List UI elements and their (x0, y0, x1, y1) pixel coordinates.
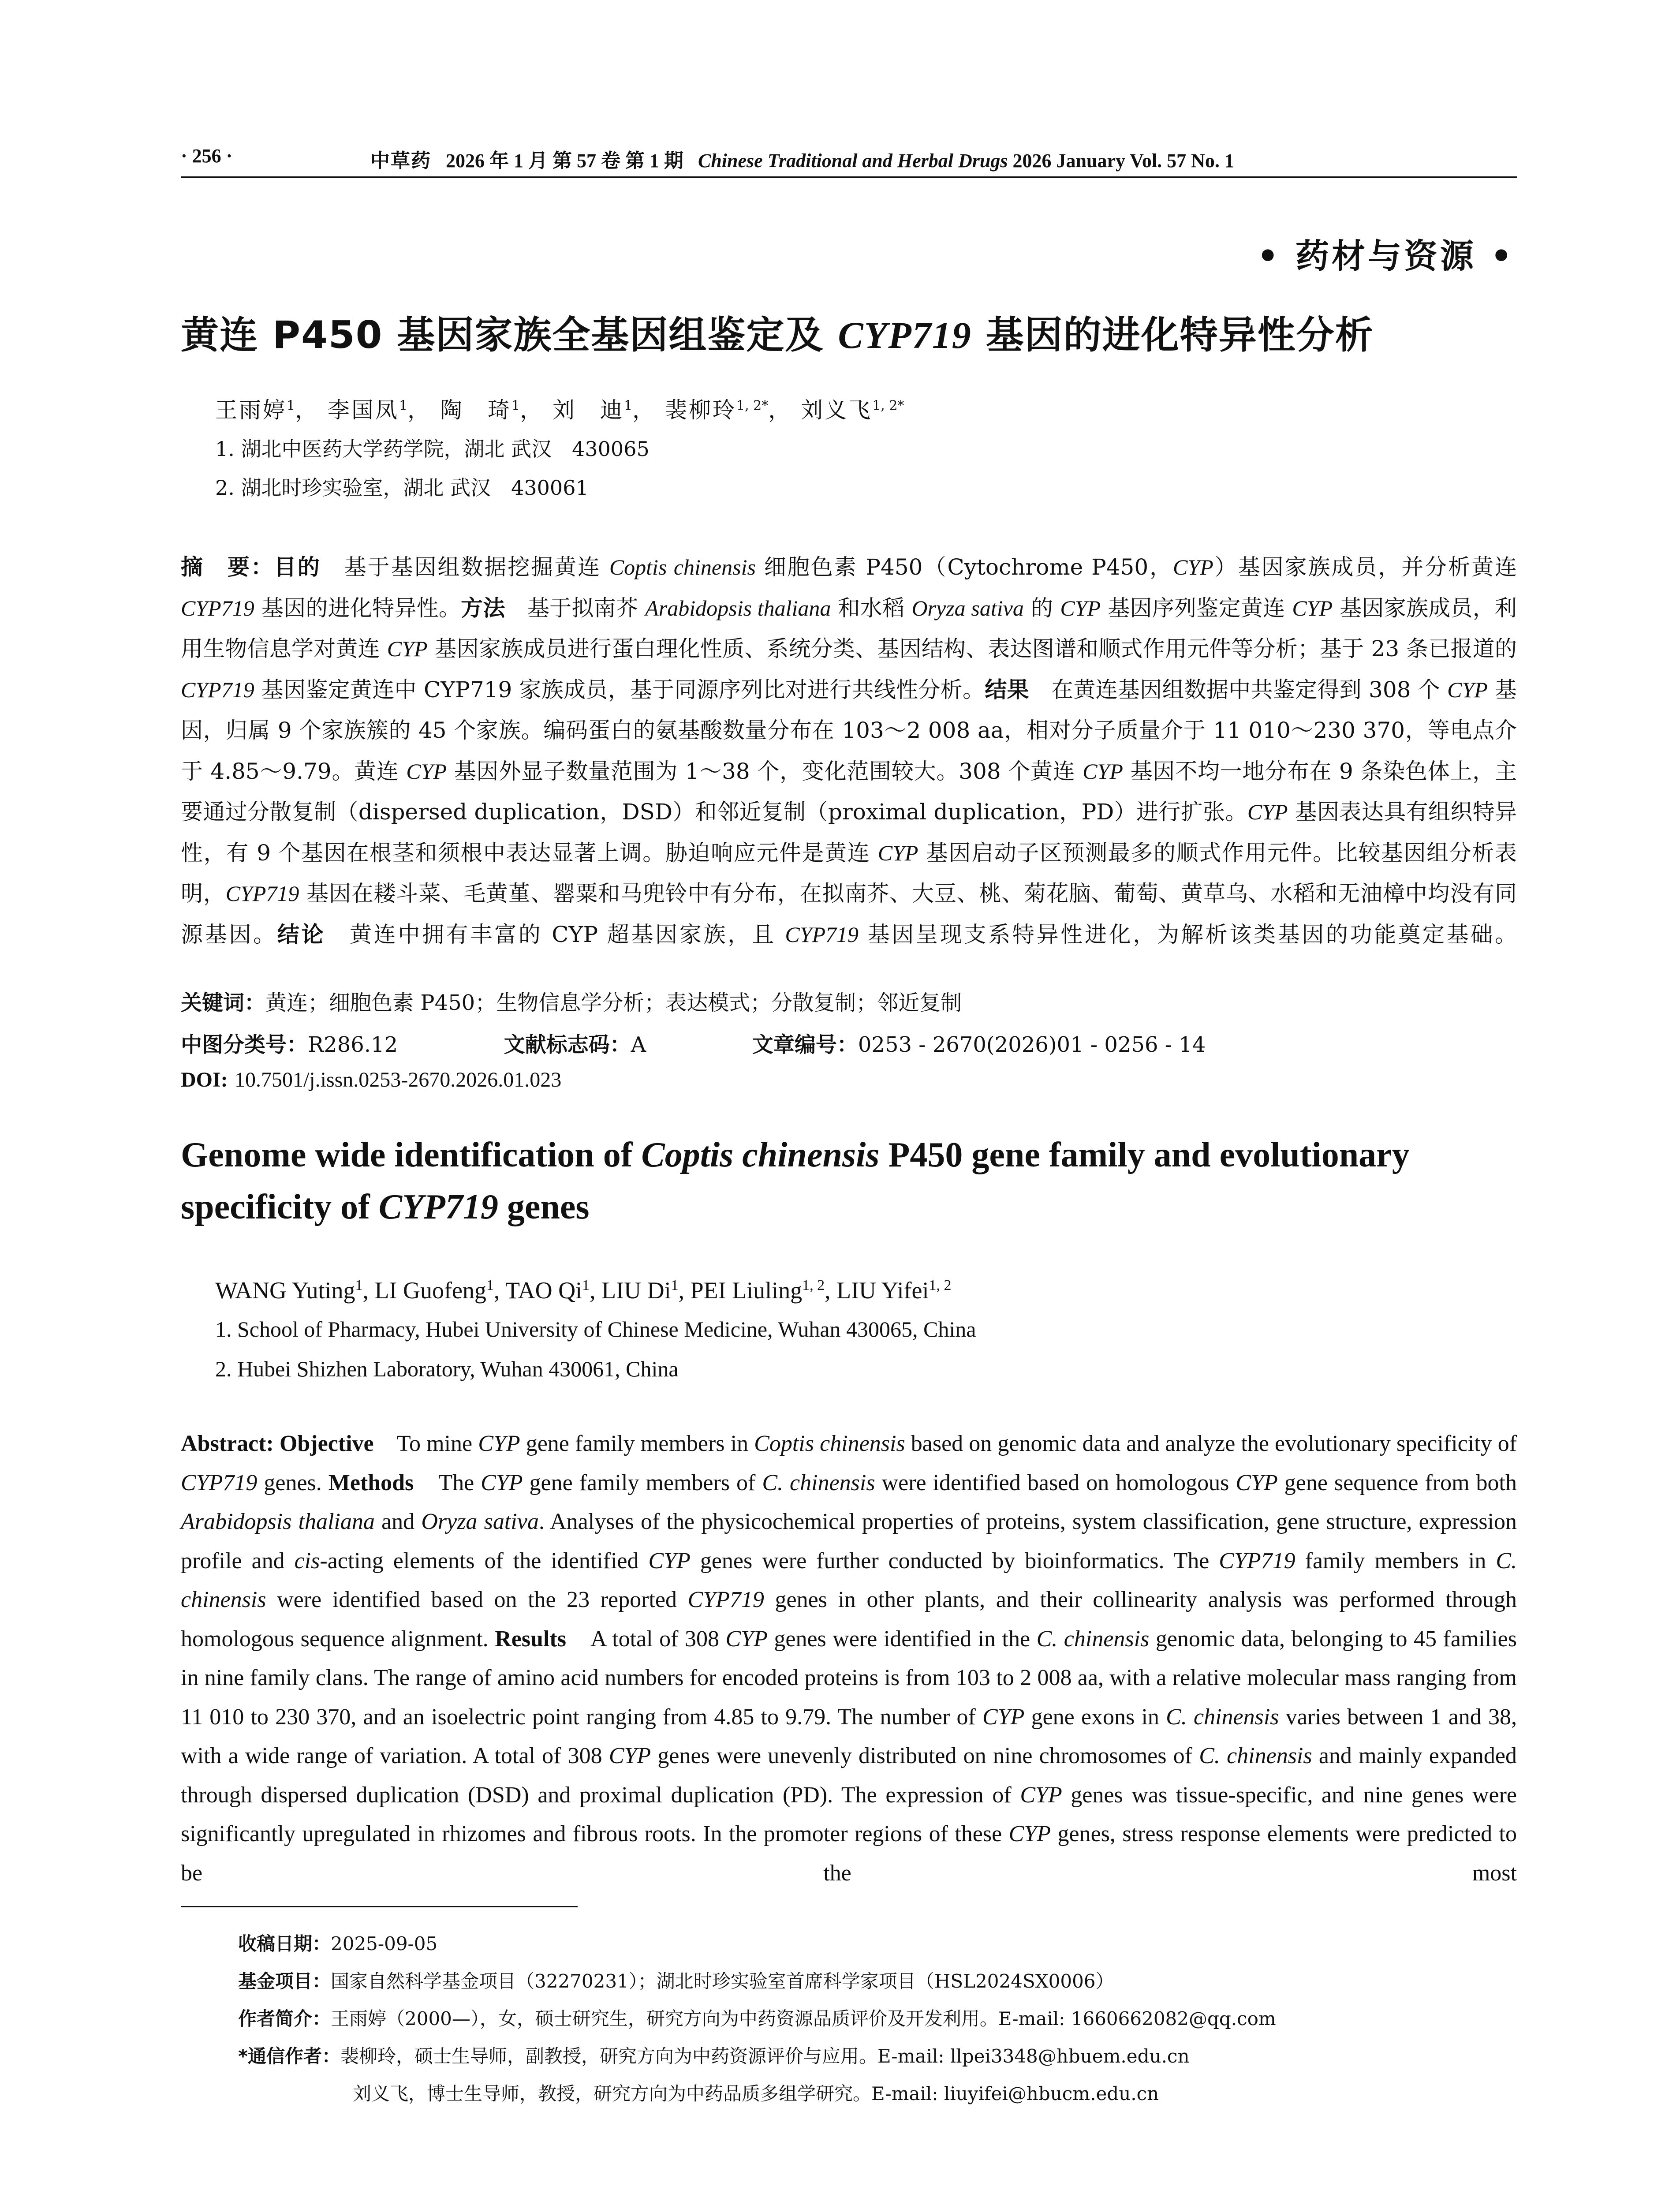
clc-value: R286.12 (308, 1032, 398, 1057)
author-en (836, 1277, 951, 1304)
species-name: C. chinensis (1036, 1626, 1150, 1652)
species-name: C. chinensis (762, 1470, 875, 1495)
corresponding-1: 裴柳玲，硕士生导师，副教授，研究方向为中药资源评价与应用。E-mail: llpei3348@hbuem.edu.cn (340, 2045, 1190, 2067)
author-sup: 1, 2 (929, 1277, 952, 1293)
text-run: . Analyses of the physicochemical properties of proteins, system classification, gene structure, expression profile and (181, 1509, 1517, 1573)
text-run: 基因鉴定黄连中 CYP719 家族成员，基于同源序列比对进行共线性分析。 (254, 676, 985, 703)
gene-name: CYP719 (785, 922, 859, 947)
affiliation-en-1: 1. School of Pharmacy, Hubei University of Chinese Medicine, Wuhan 430065, China (215, 1317, 976, 1342)
species-name: Coptis chinensis (754, 1431, 905, 1456)
gene-name: CYP (1060, 595, 1101, 620)
gene-name: CYP719 (1219, 1548, 1295, 1573)
abstract-cn (181, 547, 1517, 955)
gene-name: CYP (1020, 1782, 1062, 1808)
italic-term: cis (294, 1548, 320, 1573)
results-label-en: Results (495, 1626, 566, 1652)
running-header (181, 142, 1517, 172)
affiliation-cn-2: 2. 湖北时珍实验室，湖北 武汉 430061 (215, 476, 589, 500)
journal-header-center (370, 145, 1234, 173)
footnote-rule (181, 1906, 578, 1907)
author-name: 刘义飞 (801, 397, 873, 423)
text-run: and (374, 1509, 422, 1534)
issue-en: 2026 January Vol. 57 No. 1 (1012, 150, 1234, 172)
species-name: C. chinensis (1199, 1743, 1312, 1768)
text-run: 基因的进化特异性。 (254, 595, 461, 621)
abstract-cn-label: 摘 要： (181, 554, 274, 580)
author-sup: 1 (624, 398, 633, 414)
author-en: TAO Qi$^1$, (505, 1277, 602, 1304)
article-title-en (181, 1129, 1530, 1233)
methods-label-cn: 方法 (461, 595, 505, 621)
footnote-bio (238, 2004, 1276, 2031)
text-run: gene family members of (523, 1470, 762, 1495)
text-run: genes were unevenly distributed on nine chromosomes of (651, 1743, 1199, 1768)
text-run: 细胞色素 P450（Cytochrome P450， (755, 554, 1173, 580)
text-run: ）基因家族成员，并分析黄连 (1213, 554, 1517, 580)
author-en: WANG Yuting$^1$, (215, 1277, 375, 1304)
author-cn: 陶 琦$^1$， (440, 397, 544, 423)
text-run: 基因家族成员，利用生物信息学对黄连 (181, 595, 1517, 662)
author-name: LIU Di (601, 1277, 671, 1304)
species-name: Arabidopsis thaliana (645, 595, 831, 620)
author-sup: 1 (582, 1277, 590, 1293)
classification-line (181, 1028, 1206, 1058)
author-en: PEI Liuling$^{1, 2}$, (690, 1277, 837, 1304)
text-run: genes. (257, 1470, 329, 1495)
text-run: genes in other plants, and their collinearity analysis was performed through homologous sequence alignment. (181, 1587, 1517, 1652)
doi-line (181, 1067, 561, 1092)
author-name: 刘 迪 (553, 397, 624, 423)
bio-label: 作者简介： (238, 2008, 331, 2029)
title-cn-part: 黄连 P450 基因家族全基因组鉴定及 (181, 313, 838, 357)
author-name: 裴柳玲 (665, 397, 736, 423)
keywords-label: 关键词： (181, 990, 266, 1015)
text-run: genes was tissue-specific, and nine genes were significantly upregulated in rhizomes and fibrous roots. In the promoter regions of these (181, 1782, 1517, 1846)
title-en-part: Genome wide identification of (181, 1136, 642, 1174)
doc-code-label: 文献标志码： (504, 1032, 631, 1057)
text-run: 基因表达具有组织特异性，有 9 个基因在根茎和须根中表达显著上调。胁迫响应元件是黄连 (181, 799, 1517, 866)
author-name: LIU Yifei (836, 1277, 929, 1304)
text-run: To mine (373, 1431, 478, 1456)
gene-name: CYP (1247, 800, 1288, 824)
author-name: LI Guofeng (374, 1277, 486, 1304)
text-run: gene exons in (1024, 1704, 1166, 1730)
footnote-corresponding-2: 刘义飞，博士生导师，教授，研究方向为中药品质多组学研究。E-mail: liuyifei@hbucm.edu.cn (353, 2083, 1159, 2104)
gene-name: CYP (982, 1704, 1025, 1730)
gene-name: CYP719 (225, 881, 299, 906)
doi-label: DOI: (181, 1068, 228, 1091)
page-number: · 256 · (181, 145, 233, 167)
article-title-cn (181, 304, 1526, 359)
author-cn: 裴柳玲$^{1, 2*}$， (665, 397, 792, 423)
text-run: were identified based on the 23 reported (266, 1587, 688, 1612)
authors-en (215, 1277, 952, 1304)
species-name: C. chinensis (181, 1548, 1517, 1612)
text-run: 基因启动子区预测最多的顺式作用元件。比较基因组分析表明， (181, 840, 1517, 906)
text-run: 基因家族成员进行蛋白理化性质、系统分类、基因结构、表达图谱和顺式作用元件等分析；基于 23 条已报道的 (427, 636, 1517, 662)
author-sup: 1 (355, 1277, 363, 1293)
article-number-value: 0253 - 2670(2026)01 - 0256 - 14 (858, 1032, 1206, 1057)
footnote-fund (238, 1967, 1114, 1993)
author-en: LI Guofeng$^1$, (374, 1277, 505, 1304)
text-run: 基于基因组数据挖掘黄连 (321, 554, 609, 580)
conclusion-label-cn: 结论 (277, 921, 326, 947)
author-cn: 王雨婷$^1$， (215, 397, 319, 423)
gene-name: CYP (1292, 595, 1333, 620)
section-tag: • 药材与资源 • (1257, 236, 1515, 276)
species-name: Coptis chinensis (609, 555, 756, 579)
journal-logo-cn: 中草药 (370, 149, 431, 172)
species-name: Oryza sativa (421, 1509, 539, 1534)
gene-name: CYP (609, 1743, 651, 1768)
text-run: 的 (1023, 595, 1060, 621)
author-sup: 1 (399, 398, 408, 414)
text-run: were identified based on homologous (875, 1470, 1236, 1495)
text-run: 在黄连基因组数据中共鉴定得到 308 个 (1029, 676, 1448, 703)
author-name: WANG Yuting (215, 1277, 355, 1304)
text-run: 基因序列鉴定黄连 (1101, 595, 1292, 621)
author-sup: 1 (486, 1277, 494, 1293)
corresponding-label: *通信作者： (238, 2045, 340, 2067)
author-name: PEI Liuling (690, 1277, 803, 1304)
affiliation-en-2: 2. Hubei Shizhen Laboratory, Wuhan 430061, China (215, 1357, 679, 1381)
text-run: gene sequence from both (1277, 1470, 1517, 1495)
author-cn: 李国凤$^1$， (328, 397, 432, 423)
text-run: genomic data, belonging to 45 families in nine family clans. The range of amino acid numbers for encoded proteins is from 103 to 2 008 aa, with a relative molecular mass ranging from 11 010 to 230 370, and an isoelectric point ranging from 4.85 to 9.79. The number of (181, 1626, 1517, 1730)
footnote-received (238, 1929, 437, 1956)
text-run: 黄连中拥有丰富的 CYP 超基因家族，且 (325, 921, 785, 947)
fund-label: 基金项目： (238, 1970, 331, 1992)
author-name: 陶 琦 (440, 397, 511, 423)
results-label-cn: 结果 (985, 676, 1029, 703)
bio-text: 王雨婷（2000—），女，硕士研究生，研究方向为中药资源品质评价及开发利用。E-mail: 1660662082@qq.com (331, 2008, 1276, 2029)
species-name: Arabidopsis thaliana (181, 1509, 375, 1534)
species-name: Oryza sativa (911, 595, 1024, 620)
author-name: 王雨婷 (215, 397, 287, 423)
text-run: family members in (1295, 1548, 1496, 1573)
author-sup: 1 (671, 1277, 679, 1293)
text-run: 基于拟南芥 (505, 595, 646, 621)
author-cn: 刘 迪$^1$， (553, 397, 657, 423)
received-label: 收稿日期： (238, 1933, 331, 1955)
author-sup: 1, 2* (872, 398, 904, 414)
text-run: 基因不均一地分布在 9 条染色体上，主要通过分散复制（dispersed duplication，DSD）和邻近复制（proximal duplication，PD）进行扩张。 (181, 758, 1517, 825)
authors-cn (215, 392, 904, 424)
author-name: TAO Qi (505, 1277, 582, 1304)
author-sup: 1 (511, 398, 520, 414)
doc-code-value: A (631, 1032, 646, 1057)
author-sup: 1, 2 (802, 1277, 825, 1293)
gene-name: CYP (478, 1431, 520, 1456)
abstract-en (181, 1424, 1517, 1893)
author-name: 李国凤 (328, 397, 399, 423)
gene-name: CYP (877, 840, 918, 865)
fund-text: 国家自然科学基金项目（32270231）；湖北时珍实验室首席科学家项目（HSL2024SX0006） (331, 1970, 1114, 1992)
keywords-cn (181, 986, 962, 1016)
gene-name: CYP719 (181, 1470, 258, 1495)
gene-name: CYP (1083, 759, 1123, 784)
title-en-species: Coptis chinensis (641, 1136, 880, 1174)
text-run: based on genomic data and analyze the evolutionary specificity of (905, 1431, 1517, 1456)
methods-label-en: Methods (328, 1470, 414, 1495)
gene-name: CYP719 (181, 595, 254, 620)
footnote-corresponding (238, 2042, 1190, 2068)
gene-name: CYP (648, 1548, 691, 1573)
affiliation-cn-1: 1. 湖北中医药大学药学院，湖北 武汉 430065 (215, 437, 650, 461)
gene-name: CYP (387, 636, 428, 661)
title-en-gene: CYP719 (378, 1188, 498, 1226)
author-sup: 1, 2* (736, 398, 769, 414)
text-run: genes were identified in the (767, 1626, 1037, 1652)
gene-name: CYP (481, 1470, 523, 1495)
gene-name: CYP (1008, 1821, 1051, 1846)
received-date: 2025-09-05 (331, 1933, 438, 1955)
text-run: gene family members in (520, 1431, 754, 1456)
text-run: A total of 308 (566, 1626, 726, 1652)
species-name: C. chinensis (1166, 1704, 1279, 1730)
text-run: The (414, 1470, 481, 1495)
text-run: 基因，归属 9 个家族簇的 45 个家族。编码蛋白的氨基酸数量分布在 103～2 008 aa，相对分子质量介于 11 010～230 370，等电点介于 4.85～9.79。黄连 (181, 676, 1517, 784)
article-number-label: 文章编号： (752, 1032, 858, 1057)
clc-label: 中图分类号： (181, 1032, 308, 1057)
title-cn-part: 基因的进化特异性分析 (971, 313, 1374, 357)
doi-value: 10.7501/j.issn.0253-2670.2026.01.023 (234, 1068, 562, 1091)
text-run: 基因呈现支系特异性进化，为解析该类基因的功能奠定基础。 (859, 921, 1517, 947)
objective-label-cn: 目的 (274, 554, 321, 580)
text-run: 基因在耧斗菜、毛黄堇、罂粟和马兜铃中有分布，在拟南芥、大豆、桃、菊花脑、葡萄、黄草乌、水稻和无油樟中均没有同源基因。 (181, 881, 1517, 947)
gene-name: CYP719 (687, 1587, 764, 1612)
title-cn-gene: CYP719 (838, 314, 972, 356)
gene-name: CYP (1173, 555, 1213, 579)
gene-name: CYP (725, 1626, 768, 1652)
keywords-text: 黄连；细胞色素 P450；生物信息学分析；表达模式；分散复制；邻近复制 (265, 990, 962, 1015)
author-cn (801, 397, 904, 423)
text-run: genes were further conducted by bioinformatics. The (690, 1548, 1219, 1573)
author-sup: 1 (287, 398, 295, 414)
text-run: varies between 1 and 38, with a wide range of variation. A total of 308 (181, 1704, 1517, 1768)
abstract-en-label: Abstract: Objective (181, 1431, 374, 1456)
title-en-part: P450 gene family and evolutionary specificity of (181, 1136, 1410, 1226)
title-en-part: genes (498, 1188, 590, 1226)
author-en: LIU Di$^1$, (601, 1277, 691, 1304)
text-run: -acting elements of the identified (320, 1548, 649, 1573)
gene-name: CYP (406, 759, 447, 784)
text-run: genes, stress response elements were predicted to be the most (181, 1821, 1517, 1886)
text-run: 和水稻 (831, 595, 912, 621)
gene-name: CYP (1447, 677, 1488, 702)
text-run: and mainly expanded through dispersed duplication (DSD) and proximal duplication (PD). The expression of (181, 1743, 1517, 1808)
gene-name: CYP (1236, 1470, 1278, 1495)
text-run: 基因外显子数量范围为 1～38 个，变化范围较大。308 个黄连 (446, 758, 1083, 784)
issue-cn: 2026 年 1 月 第 57 卷 第 1 期 (446, 150, 683, 172)
header-rule (181, 176, 1517, 178)
gene-name: CYP719 (181, 677, 254, 702)
journal-name-en: Chinese Traditional and Herbal Drugs (698, 150, 1008, 172)
